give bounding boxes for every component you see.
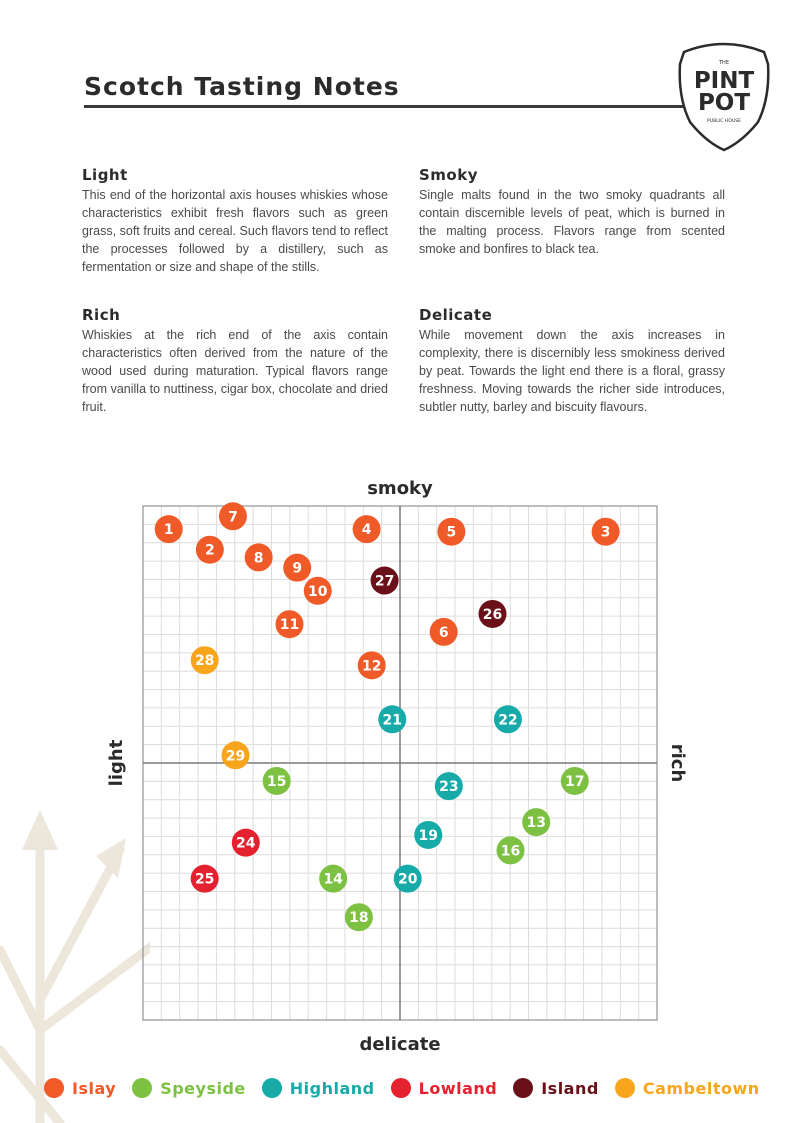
data-point-label: 6 [438,624,449,641]
legend-label: Island [541,1078,599,1098]
data-point-11 [275,610,303,638]
legend-swatch [262,1078,282,1098]
legend-item-cambeltown [615,1078,760,1098]
data-point-14 [319,865,347,893]
data-point-label: 16 [500,843,521,860]
logo-bottom-text: PUBLIC HOUSE [706,119,742,124]
data-point-label: 26 [482,606,503,623]
logo-line2-text: POT [697,90,751,116]
data-point-26 [479,600,507,628]
data-point-label: 5 [446,524,457,541]
axis-label-bottom: delicate [359,1034,441,1055]
section-light-body: This end of the horizontal axis houses whiskies whose characteristics exhibit fresh flavors such as green grass, soft fruits and cereal. Such flavors tend to reflect the processes followed by a distillery, such as fermentation or size and shape of the stills. [82,188,388,274]
data-point-25 [191,865,219,893]
pint-pot-logo [676,42,772,154]
section-smoky-heading: Smoky [419,166,478,184]
data-point-label: 8 [253,550,264,567]
axis-label-left: light [106,739,127,787]
data-point-13 [522,808,550,836]
data-point-29 [222,741,250,769]
data-point-label: 23 [439,779,459,796]
logo-top-text: THE [719,60,729,66]
data-point-label: 21 [382,712,403,729]
section-rich [82,306,388,416]
section-smoky [419,166,725,258]
axis-label-top: smoky [367,478,433,499]
legend-item-speyside [132,1078,246,1098]
data-point-label: 24 [236,835,256,852]
data-point-19 [414,821,442,849]
data-point-label: 7 [228,509,238,526]
logo-line1-text: PINT [693,68,755,94]
data-point-label: 2 [204,542,215,559]
data-point-24 [232,829,260,857]
data-point-22 [494,705,522,733]
data-point-15 [263,767,291,795]
data-point-21 [378,705,406,733]
legend-swatch [513,1078,533,1098]
data-point-28 [191,646,219,674]
flavour-map-chart [0,470,800,1070]
data-point-7 [219,502,247,530]
data-point-label: 3 [600,524,611,541]
data-point-label: 29 [225,748,246,765]
legend-item-highland [262,1078,375,1098]
data-point-label: 17 [565,773,585,790]
data-point-6 [430,618,458,646]
data-point-label: 25 [194,871,215,888]
data-point-9 [283,554,311,582]
data-point-label: 10 [308,583,328,600]
section-light [82,166,388,276]
legend-label: Highland [289,1078,375,1098]
data-point-label: 28 [194,653,215,670]
legend-swatch [615,1078,635,1098]
data-point-16 [497,836,525,864]
section-delicate-heading: Delicate [419,306,493,324]
data-point-1 [155,515,183,543]
data-point-2 [196,536,224,564]
section-delicate [419,306,725,416]
section-rich-body: Whiskies at the rich end of the axis contain characteristics often derived from the nature of the wood used during maturation. Typical flavors range from vanilla to nuttiness, cigar box, chocolate and dried fruit. [82,328,388,414]
data-point-label: 4 [361,522,372,539]
data-point-label: 19 [418,827,439,844]
data-point-27 [371,567,399,595]
data-point-23 [435,772,463,800]
section-delicate-body: While movement down the axis increases in complexity, there is discernibly less smokiness derived by peat. Towards the light end there is a floral, grassy freshness. Moving towards the richer side introduces, subtler nutty, barley and biscuity flavours. [419,328,725,414]
data-point-18 [345,903,373,931]
data-point-4 [353,515,381,543]
data-point-label: 22 [498,712,518,729]
data-point-17 [561,767,589,795]
legend-label: Speyside [160,1078,246,1098]
data-point-3 [592,518,620,546]
legend-item-islay [44,1078,116,1098]
legend-label: Lowland [418,1078,498,1098]
legend-swatch [44,1078,64,1098]
data-point-label: 13 [526,815,546,832]
data-point-label: 27 [374,573,395,590]
data-point-label: 20 [397,871,418,888]
data-point-label: 15 [266,773,287,790]
legend-label: Cambeltown [642,1078,760,1098]
data-point-label: 11 [279,617,300,634]
data-point-label: 9 [292,560,303,577]
data-point-8 [245,543,273,571]
data-point-12 [358,651,386,679]
chart-points [155,502,620,931]
data-point-label: 18 [349,910,369,927]
page-title: Scotch Tasting Notes [84,72,714,108]
data-point-label: 14 [323,871,343,888]
data-point-label: 12 [361,658,382,675]
legend-swatch [391,1078,411,1098]
legend-item-island [513,1078,599,1098]
legend-label: Islay [72,1078,117,1098]
axis-label-right: rich [667,743,688,783]
section-smoky-body: Single malts found in the two smoky quadrants all contain discernible levels of peat, which is burned in the malting process. Flavors range from scented smoke and bonfires to black tea. [419,188,725,256]
section-light-heading: Light [82,166,128,184]
legend-swatch [132,1078,152,1098]
data-point-label: 1 [163,522,174,539]
section-rich-heading: Rich [82,306,121,324]
data-point-10 [304,577,332,605]
chart-legend [44,1074,784,1102]
legend-item-lowland [391,1078,498,1098]
data-point-5 [437,518,465,546]
data-point-20 [394,865,422,893]
